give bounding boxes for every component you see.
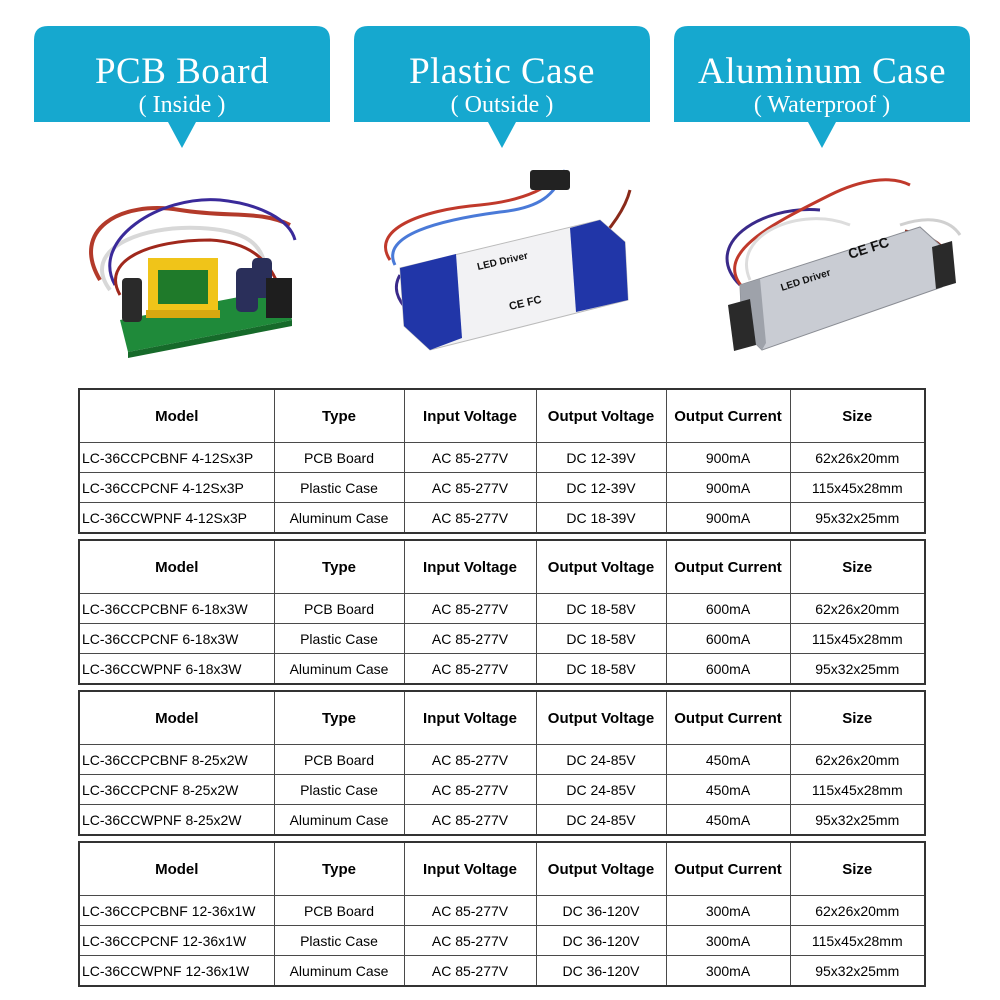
cell-size: 115x45x28mm <box>790 624 925 654</box>
cell-input-voltage: AC 85-277V <box>404 473 536 503</box>
header-input-voltage: Input Voltage <box>404 540 536 594</box>
spec-table-6-18x3w <box>78 539 926 685</box>
cell-output-voltage: DC 12-39V <box>536 473 666 503</box>
cell-size: 115x45x28mm <box>790 775 925 805</box>
header-input-voltage: Input Voltage <box>404 691 536 745</box>
cell-model: LC-36CCPCNF 6-18x3W <box>79 624 274 654</box>
table-row <box>79 896 925 926</box>
cell-output-voltage: DC 24-85V <box>536 745 666 775</box>
banner-plastic-case <box>354 26 650 150</box>
header-model: Model <box>79 540 274 594</box>
cell-size: 62x26x20mm <box>790 594 925 624</box>
cell-output-voltage: DC 12-39V <box>536 443 666 473</box>
cell-input-voltage: AC 85-277V <box>404 775 536 805</box>
table-header-row <box>79 691 925 745</box>
cell-output-voltage: DC 24-85V <box>536 805 666 836</box>
cell-size: 62x26x20mm <box>790 443 925 473</box>
cell-input-voltage: AC 85-277V <box>404 503 536 534</box>
header-model: Model <box>79 691 274 745</box>
cell-output-current: 450mA <box>666 745 790 775</box>
header-output-voltage: Output Voltage <box>536 842 666 896</box>
cell-model: LC-36CCPCNF 4-12Sx3P <box>79 473 274 503</box>
banner-subtitle: ( Outside ) <box>450 92 554 118</box>
cell-type: Aluminum Case <box>274 654 404 685</box>
cell-type: PCB Board <box>274 896 404 926</box>
cell-size: 95x32x25mm <box>790 956 925 987</box>
header-output-current: Output Current <box>666 842 790 896</box>
plastic-ce-mark: CE FC <box>507 293 543 313</box>
cell-size: 95x32x25mm <box>790 654 925 685</box>
cell-size: 95x32x25mm <box>790 503 925 534</box>
aluminum-case-image <box>700 165 970 365</box>
header-output-current: Output Current <box>666 389 790 443</box>
cell-type: PCB Board <box>274 594 404 624</box>
cell-output-voltage: DC 36-120V <box>536 896 666 926</box>
header-output-voltage: Output Voltage <box>536 540 666 594</box>
cell-output-voltage: DC 36-120V <box>536 956 666 987</box>
header-size: Size <box>790 540 925 594</box>
table-row <box>79 503 925 534</box>
cell-size: 115x45x28mm <box>790 926 925 956</box>
cell-model: LC-36CCWPNF 4-12Sx3P <box>79 503 274 534</box>
plastic-case-image <box>360 150 650 365</box>
banner-subtitle: ( Inside ) <box>138 92 226 118</box>
cell-model: LC-36CCPCNF 12-36x1W <box>79 926 274 956</box>
cell-output-voltage: DC 18-39V <box>536 503 666 534</box>
cell-output-voltage: DC 18-58V <box>536 654 666 685</box>
header-output-voltage: Output Voltage <box>536 389 666 443</box>
cell-model: LC-36CCWPNF 8-25x2W <box>79 805 274 836</box>
table-header-row <box>79 540 925 594</box>
cell-input-voltage: AC 85-277V <box>404 805 536 836</box>
spec-table-12-36x1w <box>78 841 926 987</box>
header-model: Model <box>79 842 274 896</box>
header-size: Size <box>790 389 925 443</box>
table-row <box>79 805 925 836</box>
cell-model: LC-36CCPCBNF 8-25x2W <box>79 745 274 775</box>
banner-pcb-board <box>34 26 330 150</box>
cell-output-current: 600mA <box>666 654 790 685</box>
cell-output-voltage: DC 18-58V <box>536 624 666 654</box>
spec-table-4-12sx3p <box>78 388 926 534</box>
banner-title: PCB Board <box>94 51 270 92</box>
cell-input-voltage: AC 85-277V <box>404 594 536 624</box>
header-model: Model <box>79 389 274 443</box>
header-output-voltage: Output Voltage <box>536 691 666 745</box>
cell-input-voltage: AC 85-277V <box>404 654 536 685</box>
pcb-board-image <box>60 170 320 370</box>
header-size: Size <box>790 691 925 745</box>
cell-output-current: 300mA <box>666 896 790 926</box>
cell-output-current: 450mA <box>666 805 790 836</box>
aluminum-ce-mark: CE FC <box>845 233 891 262</box>
cell-output-current: 450mA <box>666 775 790 805</box>
cell-output-current: 900mA <box>666 473 790 503</box>
cell-output-current: 300mA <box>666 956 790 987</box>
cell-output-current: 600mA <box>666 624 790 654</box>
table-row <box>79 745 925 775</box>
cell-model: LC-36CCWPNF 12-36x1W <box>79 956 274 987</box>
cell-output-current: 900mA <box>666 443 790 473</box>
spec-table-8-25x2w <box>78 690 926 836</box>
cell-type: PCB Board <box>274 443 404 473</box>
cell-size: 115x45x28mm <box>790 473 925 503</box>
header-type: Type <box>274 691 404 745</box>
banner-aluminum-case <box>674 26 970 150</box>
cell-input-voltage: AC 85-277V <box>404 926 536 956</box>
header-input-voltage: Input Voltage <box>404 389 536 443</box>
table-header-row <box>79 389 925 443</box>
cell-model: LC-36CCPCBNF 4-12Sx3P <box>79 443 274 473</box>
cell-input-voltage: AC 85-277V <box>404 624 536 654</box>
header-type: Type <box>274 389 404 443</box>
cell-size: 62x26x20mm <box>790 745 925 775</box>
cell-model: LC-36CCPCBNF 12-36x1W <box>79 896 274 926</box>
cell-model: LC-36CCWPNF 6-18x3W <box>79 654 274 685</box>
plastic-driver-label: LED Driver <box>476 250 530 273</box>
table-row <box>79 594 925 624</box>
table-row <box>79 624 925 654</box>
cell-type: Plastic Case <box>274 775 404 805</box>
header-input-voltage: Input Voltage <box>404 842 536 896</box>
table-header-row <box>79 842 925 896</box>
cell-size: 95x32x25mm <box>790 805 925 836</box>
cell-input-voltage: AC 85-277V <box>404 896 536 926</box>
cell-type: Plastic Case <box>274 624 404 654</box>
table-row <box>79 443 925 473</box>
banner-title: Plastic Case <box>409 51 595 92</box>
header-output-current: Output Current <box>666 540 790 594</box>
table-row <box>79 775 925 805</box>
cell-output-voltage: DC 36-120V <box>536 926 666 956</box>
header-output-current: Output Current <box>666 691 790 745</box>
banner-subtitle: ( Waterproof ) <box>753 92 891 118</box>
cell-size: 62x26x20mm <box>790 896 925 926</box>
cell-model: LC-36CCPCNF 8-25x2W <box>79 775 274 805</box>
cell-output-current: 300mA <box>666 926 790 956</box>
aluminum-driver-label: LED Driver <box>779 267 833 294</box>
cell-type: Plastic Case <box>274 926 404 956</box>
banner-title: Aluminum Case <box>697 51 946 92</box>
table-row <box>79 654 925 685</box>
cell-type: Aluminum Case <box>274 503 404 534</box>
cell-output-current: 600mA <box>666 594 790 624</box>
cell-output-voltage: DC 24-85V <box>536 775 666 805</box>
table-row <box>79 956 925 987</box>
header-type: Type <box>274 540 404 594</box>
cell-type: PCB Board <box>274 745 404 775</box>
cell-output-current: 900mA <box>666 503 790 534</box>
cell-input-voltage: AC 85-277V <box>404 956 536 987</box>
cell-input-voltage: AC 85-277V <box>404 745 536 775</box>
cell-output-voltage: DC 18-58V <box>536 594 666 624</box>
cell-type: Aluminum Case <box>274 805 404 836</box>
header-type: Type <box>274 842 404 896</box>
cell-model: LC-36CCPCBNF 6-18x3W <box>79 594 274 624</box>
table-row <box>79 473 925 503</box>
cell-input-voltage: AC 85-277V <box>404 443 536 473</box>
cell-type: Plastic Case <box>274 473 404 503</box>
cell-type: Aluminum Case <box>274 956 404 987</box>
header-size: Size <box>790 842 925 896</box>
table-row <box>79 926 925 956</box>
